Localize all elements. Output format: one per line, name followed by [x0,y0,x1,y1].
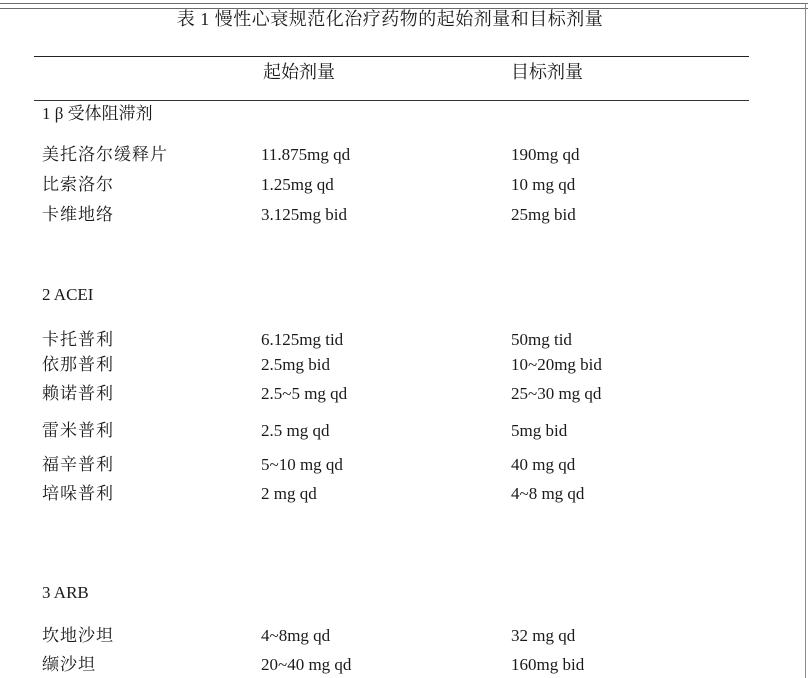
start-dose: 20~40 mg qd [261,655,352,674]
start-dose: 4~8mg qd [261,626,331,645]
section-title-beta-blockers: 1 β 受体阻滞剂 [42,104,153,123]
drug-name: 卡托普利 [42,330,114,349]
target-dose: 190mg qd [511,145,580,164]
target-dose: 4~8 mg qd [511,484,585,503]
start-dose: 2.5mg bid [261,355,330,374]
drug-name: 卡维地络 [42,205,114,224]
start-dose: 1.25mg qd [261,175,334,194]
start-dose: 5~10 mg qd [261,455,343,474]
frame-top-line [0,3,808,4]
start-dose: 3.125mg bid [261,205,347,224]
start-dose: 6.125mg tid [261,330,344,349]
section-title-acei: 2 ACEI [42,285,94,304]
drug-name: 培哚普利 [42,484,114,503]
target-dose: 50mg tid [511,330,572,349]
table-header-rule [34,100,749,101]
drug-name: 依那普利 [42,355,114,374]
table-top-rule [34,56,749,57]
drug-name: 雷米普利 [42,421,114,440]
start-dose: 2.5~5 mg qd [261,384,348,403]
drug-name: 比索洛尔 [42,175,114,194]
header-start-dose: 起始剂量 [263,62,335,82]
target-dose: 5mg bid [511,421,568,440]
drug-name: 福辛普利 [42,455,114,474]
target-dose: 40 mg qd [511,455,576,474]
target-dose: 160mg bid [511,655,585,674]
target-dose: 25~30 mg qd [511,384,602,403]
drug-name: 赖诺普利 [42,384,114,403]
start-dose: 2.5 mg qd [261,421,330,440]
drug-name: 缬沙坦 [42,655,96,674]
header-target-dose: 目标剂量 [511,62,583,82]
start-dose: 2 mg qd [261,484,317,503]
start-dose: 11.875mg qd [261,145,351,164]
table-caption: 表 1 慢性心衰规范化治疗药物的起始剂量和目标剂量 [176,9,604,29]
drug-name: 美托洛尔缓释片 [42,145,168,164]
target-dose: 25mg bid [511,205,576,224]
drug-name: 坎地沙坦 [42,626,114,645]
section-title-arb: 3 ARB [42,583,89,602]
target-dose: 10 mg qd [511,175,576,194]
frame-right-line [805,3,806,678]
target-dose: 32 mg qd [511,626,576,645]
target-dose: 10~20mg bid [511,355,602,374]
